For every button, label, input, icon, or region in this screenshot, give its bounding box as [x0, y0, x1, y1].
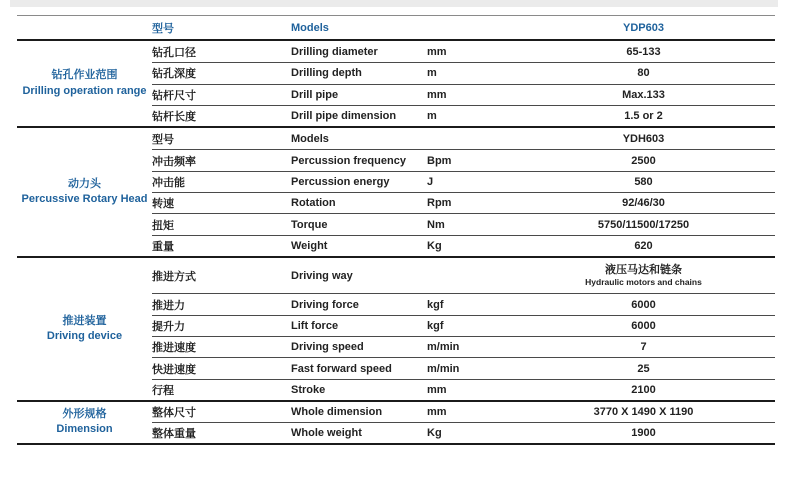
section-rows: [152, 128, 775, 256]
param-name-en: Lift force: [291, 319, 339, 332]
category-label: [17, 402, 152, 443]
param-unit: Rpm: [427, 197, 452, 210]
param-value-cn: 液压马达和链条: [605, 263, 682, 276]
category-label-en: Drilling operation range: [22, 84, 147, 97]
param-name-cn: 行程: [152, 384, 174, 397]
category-label-en: Driving device: [46, 329, 123, 342]
param-name-en: Torque: [291, 218, 328, 231]
param-unit: Kg: [427, 427, 442, 440]
param-value: 7: [640, 341, 647, 354]
param-name-cn: 提升力: [152, 320, 185, 333]
param-name-en: Whole dimension: [291, 406, 383, 419]
table-row: [152, 379, 775, 400]
param-name-en: Percussion frequency: [291, 154, 406, 167]
category-label-cn: 钻孔作业范围: [51, 69, 118, 82]
section-rows: [152, 41, 775, 126]
param-value: YDH603: [622, 132, 665, 145]
table-row: [152, 149, 775, 170]
table-row: [152, 402, 775, 423]
category-label: [17, 128, 152, 256]
table-row: [152, 41, 775, 62]
param-value: 580: [634, 175, 653, 188]
table-row: [152, 192, 775, 213]
param-value: 6000: [631, 319, 656, 332]
param-unit: mm: [427, 383, 447, 396]
param-name-cn: 钻杆尺寸: [152, 89, 196, 102]
param-value: 1900: [631, 427, 656, 440]
param-name-cn: 冲击能: [152, 176, 185, 189]
table-row: [152, 258, 775, 294]
param-value: 3770 X 1490 X 1190: [593, 406, 694, 419]
param-name-en: Driving speed: [291, 341, 364, 354]
category-label-cn: 外形规格: [62, 408, 107, 421]
param-name-cn: 推进方式: [152, 270, 196, 283]
param-name-en: Drilling diameter: [291, 45, 378, 58]
param-name-cn: 钻孔深度: [152, 68, 196, 81]
param-name-en: Driving way: [291, 269, 353, 282]
param-name-en: Fast forward speed: [291, 362, 392, 375]
param-name-en: Driving force: [291, 298, 359, 311]
param-unit: kgf: [427, 319, 444, 332]
param-name-cn: 重量: [152, 240, 174, 253]
param-name-cn: 钻杆长度: [152, 111, 196, 124]
param-unit: Kg: [427, 239, 442, 252]
table-header-row: [17, 15, 775, 41]
param-value: 65-133: [626, 45, 661, 58]
param-unit: m/min: [427, 341, 460, 354]
table-row: [152, 62, 775, 83]
table-row: [152, 128, 775, 149]
param-unit: kgf: [427, 298, 444, 311]
param-name-cn: 钻孔口径: [152, 46, 196, 59]
param-value: Max.133: [622, 88, 665, 101]
param-name-en: Percussion energy: [291, 175, 390, 188]
category-label: [17, 41, 152, 126]
table-row: [152, 235, 775, 256]
header-model-label-cn: 型号: [152, 22, 174, 35]
table-row: [152, 336, 775, 357]
param-name-en: Drill pipe dimension: [291, 110, 397, 123]
param-name-cn: 型号: [152, 133, 174, 146]
param-unit: m/min: [427, 362, 460, 375]
param-unit: m: [427, 110, 437, 123]
param-unit: mm: [427, 45, 447, 58]
param-name-en: Drilling depth: [291, 67, 362, 80]
param-name-en: Rotation: [291, 197, 336, 210]
section-dimension: [17, 402, 775, 445]
param-value: 620: [634, 239, 653, 252]
param-name-en: Models: [291, 132, 329, 145]
param-unit: m: [427, 67, 437, 80]
param-name-en: Weight: [291, 239, 328, 252]
param-value: 25: [637, 362, 650, 375]
param-unit: Bpm: [427, 154, 452, 167]
page-top-divider: [10, 0, 778, 7]
param-unit: mm: [427, 88, 447, 101]
section-drilling-operation-range: [17, 41, 775, 128]
param-value: 6000: [631, 298, 656, 311]
table-row: [152, 293, 775, 314]
param-name-cn: 整体重量: [152, 428, 196, 441]
category-label-en: Dimension: [56, 423, 113, 436]
category-label-cn: 推进装置: [62, 314, 107, 327]
section-rows: [152, 258, 775, 400]
param-value: 2100: [631, 383, 656, 396]
param-value-en: Hydraulic motors and chains: [585, 277, 702, 288]
table-row: [152, 105, 775, 126]
param-value: 1.5 or 2: [624, 110, 663, 123]
param-unit: Nm: [427, 218, 445, 231]
param-value: 5750/11500/17250: [597, 218, 690, 231]
section-driving-device: [17, 258, 775, 402]
table-row: [152, 422, 775, 443]
category-label: [17, 258, 152, 400]
param-name-en: Whole weight: [291, 427, 362, 440]
table-row: [152, 315, 775, 336]
param-name-cn: 扭矩: [152, 219, 174, 232]
section-percussive-rotary-head: [17, 128, 775, 258]
category-label-cn: 动力头: [68, 177, 101, 190]
param-name-cn: 推进力: [152, 299, 185, 312]
table-row: [152, 357, 775, 378]
param-name-en: Drill pipe: [291, 88, 339, 101]
param-value: 2500: [631, 154, 656, 167]
param-name-cn: 转速: [152, 198, 174, 211]
param-name-cn: 快进速度: [152, 363, 196, 376]
param-name-cn: 推进速度: [152, 342, 196, 355]
table-row: [152, 213, 775, 234]
header-model-label-en: Models: [291, 21, 329, 34]
param-name-cn: 冲击频率: [152, 155, 196, 168]
param-value: [512, 264, 775, 288]
section-rows: [152, 402, 775, 443]
category-label-en: Percussive Rotary Head: [21, 193, 148, 206]
param-unit: mm: [427, 406, 447, 419]
table-row: [152, 171, 775, 192]
param-name-en: Stroke: [291, 383, 326, 396]
header-model-value: YDP603: [623, 21, 664, 34]
param-value: 80: [637, 67, 650, 80]
table-row: [152, 84, 775, 105]
param-value: 92/46/30: [622, 197, 665, 210]
param-unit: J: [427, 175, 434, 188]
param-name-cn: 整体尺寸: [152, 407, 196, 420]
spec-table: [17, 15, 775, 445]
